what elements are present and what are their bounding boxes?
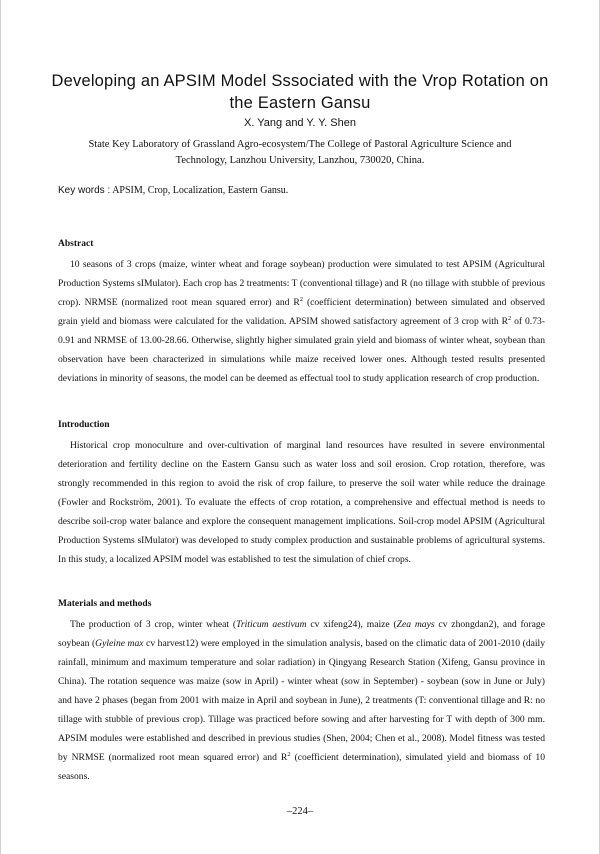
paper-title: Developing an APSIM Model Sssociated with the Vrop Rotation on the Eastern Gansu (51, 72, 549, 112)
keywords (58, 185, 542, 196)
keywords-text: APSIM, Crop, Localization, Eastern Gansu. (112, 185, 289, 196)
introduction-text: Historical crop monoculture and over-cultivation of marginal land resources have resulted in severe environmental deterioration and fertility decline on the Eastern Gansu such as water loss and soil erosion. Crop rotation, therefore, was strongly recommended in this region to avoid the risk of crop failure, to preserve the soil water while reduce the drainage (Fowler and Rockström, 2001). To evaluate the effects of crop rotation, a comprehensive and effectual method is needs to describe soil-crop water balance and explore the consequent management implications. Soil-crop model APSIM (Agricultural Production Systems sIMulator) was developed to study complex production and sustainable problems of agricultural systems. In this study, a localized APSIM model was established to test the simulation of chief crops. (58, 440, 545, 565)
methods-part-4: cv harvest12) were employed in the simulation analysis, based on the climatic data of 2001-2010 (daily rainfall, minimum and maximum temperature and solar radiation) in Qingyang Research Station (Xifeng, Gansu province in China). The rotation sequence was maize (sow in April) - winter wheat (sow in September) - soybean (sow in June or July) and have 2 phases (began from 2001 with maize in April and soybean in June), 2 treatments (T: conventional tillage and R: no tillage with stubble of previous crop). Tillage was practiced before sowing and after harvesting for T with depth of 300 mm. APSIM modules were established and described in previous studies (Shen, 2004; Chen et al., 2008). Model fitness was tested by NRMSE (normalized root mean squared error) and R (58, 638, 546, 763)
methods-part-2: cv xifeng24), maize ( (306, 619, 397, 630)
methods-part-1: The production of 3 crop, winter wheat ( (70, 619, 237, 630)
species-name: Zea mays (396, 619, 435, 630)
abstract-part-2: (coefficient determination) between simulated and observed grain yield and biomass were calculated for the validation. APSIM showed satisfactory agreement of 3 crop with R (58, 297, 545, 327)
page-number: –224– (286, 806, 314, 817)
keywords-label: Key words : (58, 185, 111, 196)
methods-part-3: cv zhongdan2), and forage soybean ( (58, 619, 545, 649)
superscript: 2 (299, 295, 304, 303)
superscript: 2 (508, 314, 512, 322)
introduction-heading: Introduction (58, 420, 110, 430)
abstract-part-1: 10 seasons of 3 crops (maize, winter wheat and forage soybean) production were simulated to test APSIM (Agricultural Production Systems sIMulator). Each crop has 2 treatments: T (conventional tillage) and R (no tillage with stubble of previous crop). NRMSE (normalized root mean squared error) and R (58, 259, 545, 308)
species-name: Triticum aestivum (236, 619, 307, 630)
methods-text (58, 615, 545, 786)
abstract-section (58, 237, 545, 388)
authors: X. Yang and Y. Y. Shen (244, 117, 356, 129)
affiliation: State Key Laboratory of Grassland Agro-ecosystem/The College of Pastoral Agriculture Science and Technology, Lanzhou University, Lanzhou, 730020, China. (88, 139, 512, 166)
abstract-text (58, 255, 545, 388)
methods-heading: Materials and methods (58, 599, 152, 609)
introduction-section (58, 418, 545, 569)
methods-part-5: (coefficient determination), simulated yield and biomass of 10 seasons. (58, 752, 545, 782)
abstract-part-3: of 0.73-0.91 and NRMSE of 13.00-28.66. Otherwise, slightly higher simulated grain yield and biomass of winter wheat, soybean than observation have been characterized in simulations while maize received lower ones. Although tested results presented deviations in minority of seasons, the model can be deemed as effectual tool to study application research of crop production. (58, 316, 545, 384)
methods-section (58, 597, 545, 786)
superscript: 2 (287, 750, 291, 758)
species-name: Gyleine max (95, 638, 144, 649)
abstract-heading: Abstract (58, 239, 94, 249)
